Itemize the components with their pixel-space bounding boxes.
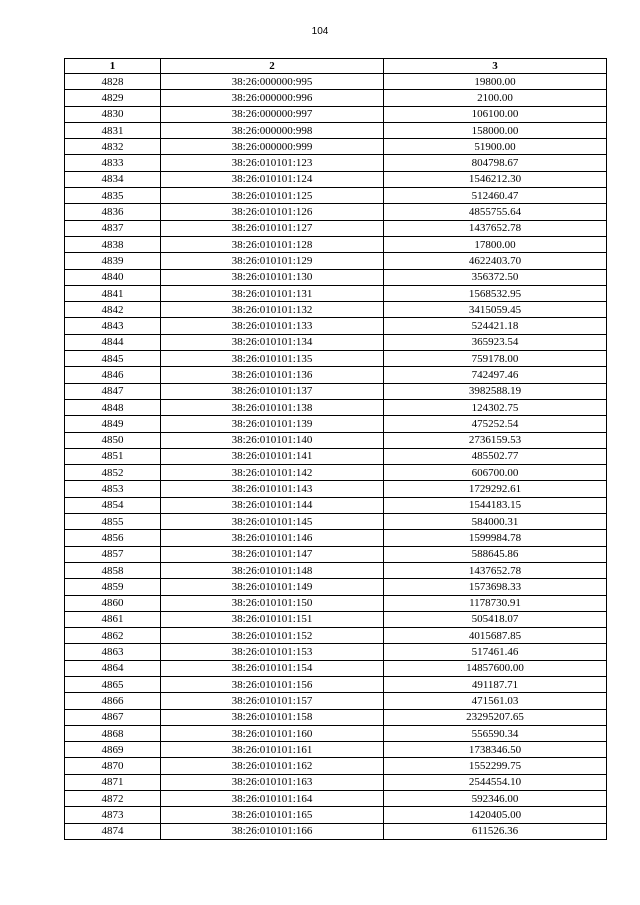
row-number-cell: 4869 bbox=[65, 742, 161, 758]
row-number-cell: 4829 bbox=[65, 90, 161, 106]
value-cell: 106100.00 bbox=[384, 106, 607, 122]
table-row bbox=[65, 416, 607, 432]
table-row bbox=[65, 122, 607, 138]
cadastral-number-cell: 38:26:010101:129 bbox=[161, 253, 384, 269]
column-header-number: 1 bbox=[65, 59, 161, 74]
value-cell: 124302.75 bbox=[384, 399, 607, 415]
row-number-cell: 4848 bbox=[65, 399, 161, 415]
table-row bbox=[65, 367, 607, 383]
cadastral-number-cell: 38:26:010101:141 bbox=[161, 448, 384, 464]
table-row bbox=[65, 204, 607, 220]
row-number-cell: 4844 bbox=[65, 334, 161, 350]
row-number-cell: 4871 bbox=[65, 774, 161, 790]
cadastral-number-cell: 38:26:010101:151 bbox=[161, 611, 384, 627]
value-cell: 2100.00 bbox=[384, 90, 607, 106]
value-cell: 1437652.78 bbox=[384, 562, 607, 578]
table-row bbox=[65, 693, 607, 709]
value-cell: 23295207.65 bbox=[384, 709, 607, 725]
cadastral-number-cell: 38:26:010101:142 bbox=[161, 465, 384, 481]
cadastral-number-cell: 38:26:010101:135 bbox=[161, 351, 384, 367]
table-row bbox=[65, 562, 607, 578]
value-cell: 3415059.45 bbox=[384, 302, 607, 318]
cadastral-number-cell: 38:26:010101:128 bbox=[161, 236, 384, 252]
row-number-cell: 4858 bbox=[65, 562, 161, 578]
value-cell: 517461.46 bbox=[384, 644, 607, 660]
cadastral-number-cell: 38:26:010101:160 bbox=[161, 725, 384, 741]
row-number-cell: 4845 bbox=[65, 351, 161, 367]
row-number-cell: 4859 bbox=[65, 579, 161, 595]
row-number-cell: 4852 bbox=[65, 465, 161, 481]
table-row bbox=[65, 399, 607, 415]
row-number-cell: 4836 bbox=[65, 204, 161, 220]
table-row bbox=[65, 220, 607, 236]
table-row bbox=[65, 660, 607, 676]
value-cell: 14857600.00 bbox=[384, 660, 607, 676]
table-row bbox=[65, 139, 607, 155]
table-row bbox=[65, 465, 607, 481]
cadastral-number-cell: 38:26:010101:145 bbox=[161, 514, 384, 530]
row-number-cell: 4855 bbox=[65, 514, 161, 530]
row-number-cell: 4846 bbox=[65, 367, 161, 383]
row-number-cell: 4832 bbox=[65, 139, 161, 155]
row-number-cell: 4847 bbox=[65, 383, 161, 399]
table-row bbox=[65, 514, 607, 530]
row-number-cell: 4867 bbox=[65, 709, 161, 725]
table-row bbox=[65, 74, 607, 90]
value-cell: 606700.00 bbox=[384, 465, 607, 481]
cadastral-number-cell: 38:26:010101:123 bbox=[161, 155, 384, 171]
row-number-cell: 4833 bbox=[65, 155, 161, 171]
value-cell: 1599984.78 bbox=[384, 530, 607, 546]
cadastral-number-cell: 38:26:010101:130 bbox=[161, 269, 384, 285]
value-cell: 512460.47 bbox=[384, 188, 607, 204]
table-row bbox=[65, 676, 607, 692]
value-cell: 1738346.50 bbox=[384, 742, 607, 758]
table-row bbox=[65, 791, 607, 807]
table-row bbox=[65, 725, 607, 741]
row-number-cell: 4862 bbox=[65, 628, 161, 644]
value-cell: 804798.67 bbox=[384, 155, 607, 171]
row-number-cell: 4834 bbox=[65, 171, 161, 187]
value-cell: 1544183.15 bbox=[384, 497, 607, 513]
value-cell: 365923.54 bbox=[384, 334, 607, 350]
cadastral-number-cell: 38:26:010101:152 bbox=[161, 628, 384, 644]
value-cell: 584000.31 bbox=[384, 514, 607, 530]
cadastral-number-cell: 38:26:010101:136 bbox=[161, 367, 384, 383]
value-cell: 19800.00 bbox=[384, 74, 607, 90]
row-number-cell: 4863 bbox=[65, 644, 161, 660]
value-cell: 3982588.19 bbox=[384, 383, 607, 399]
table-row bbox=[65, 709, 607, 725]
table-row bbox=[65, 269, 607, 285]
row-number-cell: 4853 bbox=[65, 481, 161, 497]
column-header-value: 3 bbox=[384, 59, 607, 74]
table-row bbox=[65, 742, 607, 758]
table-row bbox=[65, 432, 607, 448]
table-row bbox=[65, 595, 607, 611]
table-row bbox=[65, 351, 607, 367]
value-cell: 4855755.64 bbox=[384, 204, 607, 220]
value-cell: 742497.46 bbox=[384, 367, 607, 383]
value-cell: 524421.18 bbox=[384, 318, 607, 334]
cadastral-number-cell: 38:26:000000:996 bbox=[161, 90, 384, 106]
table-row bbox=[65, 644, 607, 660]
value-cell: 485502.77 bbox=[384, 448, 607, 464]
row-number-cell: 4872 bbox=[65, 791, 161, 807]
cadastral-number-cell: 38:26:010101:158 bbox=[161, 709, 384, 725]
row-number-cell: 4874 bbox=[65, 823, 161, 839]
table-row bbox=[65, 628, 607, 644]
cadastral-number-cell: 38:26:010101:138 bbox=[161, 399, 384, 415]
cadastral-number-cell: 38:26:010101:140 bbox=[161, 432, 384, 448]
value-cell: 1729292.61 bbox=[384, 481, 607, 497]
row-number-cell: 4843 bbox=[65, 318, 161, 334]
value-cell: 556590.34 bbox=[384, 725, 607, 741]
table-row bbox=[65, 497, 607, 513]
table-row bbox=[65, 106, 607, 122]
cadastral-number-cell: 38:26:010101:148 bbox=[161, 562, 384, 578]
table-row bbox=[65, 546, 607, 562]
value-cell: 1178730.91 bbox=[384, 595, 607, 611]
cadastral-number-cell: 38:26:010101:161 bbox=[161, 742, 384, 758]
row-number-cell: 4840 bbox=[65, 269, 161, 285]
row-number-cell: 4838 bbox=[65, 236, 161, 252]
table-row bbox=[65, 171, 607, 187]
row-number-cell: 4860 bbox=[65, 595, 161, 611]
table-row bbox=[65, 774, 607, 790]
table-row bbox=[65, 318, 607, 334]
row-number-cell: 4842 bbox=[65, 302, 161, 318]
cadastral-number-cell: 38:26:010101:127 bbox=[161, 220, 384, 236]
row-number-cell: 4873 bbox=[65, 807, 161, 823]
cadastral-number-cell: 38:26:010101:153 bbox=[161, 644, 384, 660]
table-body bbox=[65, 74, 607, 840]
table-row bbox=[65, 448, 607, 464]
cadastral-number-cell: 38:26:010101:137 bbox=[161, 383, 384, 399]
cadastral-number-cell: 38:26:010101:133 bbox=[161, 318, 384, 334]
value-cell: 4622403.70 bbox=[384, 253, 607, 269]
value-cell: 51900.00 bbox=[384, 139, 607, 155]
value-cell: 2736159.53 bbox=[384, 432, 607, 448]
value-cell: 475252.54 bbox=[384, 416, 607, 432]
cadastral-number-cell: 38:26:010101:165 bbox=[161, 807, 384, 823]
cadastral-number-cell: 38:26:010101:166 bbox=[161, 823, 384, 839]
row-number-cell: 4870 bbox=[65, 758, 161, 774]
cadastral-number-cell: 38:26:010101:146 bbox=[161, 530, 384, 546]
cadastral-number-cell: 38:26:010101:156 bbox=[161, 676, 384, 692]
row-number-cell: 4868 bbox=[65, 725, 161, 741]
row-number-cell: 4839 bbox=[65, 253, 161, 269]
row-number-cell: 4835 bbox=[65, 188, 161, 204]
cadastral-number-cell: 38:26:010101:139 bbox=[161, 416, 384, 432]
table-row bbox=[65, 236, 607, 252]
table-row bbox=[65, 90, 607, 106]
row-number-cell: 4864 bbox=[65, 660, 161, 676]
row-number-cell: 4841 bbox=[65, 285, 161, 301]
value-cell: 505418.07 bbox=[384, 611, 607, 627]
value-cell: 1552299.75 bbox=[384, 758, 607, 774]
row-number-cell: 4850 bbox=[65, 432, 161, 448]
row-number-cell: 4865 bbox=[65, 676, 161, 692]
data-table bbox=[64, 58, 607, 840]
value-cell: 491187.71 bbox=[384, 676, 607, 692]
value-cell: 1546212.30 bbox=[384, 171, 607, 187]
row-number-cell: 4849 bbox=[65, 416, 161, 432]
table-row bbox=[65, 253, 607, 269]
cadastral-number-cell: 38:26:000000:998 bbox=[161, 122, 384, 138]
row-number-cell: 4837 bbox=[65, 220, 161, 236]
value-cell: 2544554.10 bbox=[384, 774, 607, 790]
value-cell: 759178.00 bbox=[384, 351, 607, 367]
table-row bbox=[65, 579, 607, 595]
value-cell: 17800.00 bbox=[384, 236, 607, 252]
cadastral-number-cell: 38:26:010101:150 bbox=[161, 595, 384, 611]
row-number-cell: 4851 bbox=[65, 448, 161, 464]
table-row bbox=[65, 285, 607, 301]
cadastral-number-cell: 38:26:010101:144 bbox=[161, 497, 384, 513]
page-number: 104 bbox=[311, 26, 329, 37]
table-row bbox=[65, 530, 607, 546]
cadastral-number-cell: 38:26:000000:995 bbox=[161, 74, 384, 90]
table-row bbox=[65, 383, 607, 399]
table-row bbox=[65, 807, 607, 823]
cadastral-number-cell: 38:26:010101:157 bbox=[161, 693, 384, 709]
cadastral-number-cell: 38:26:000000:999 bbox=[161, 139, 384, 155]
value-cell: 4015687.85 bbox=[384, 628, 607, 644]
table-header-row bbox=[65, 59, 607, 74]
row-number-cell: 4830 bbox=[65, 106, 161, 122]
cadastral-number-cell: 38:26:010101:134 bbox=[161, 334, 384, 350]
cadastral-number-cell: 38:26:010101:147 bbox=[161, 546, 384, 562]
value-cell: 158000.00 bbox=[384, 122, 607, 138]
value-cell: 588645.86 bbox=[384, 546, 607, 562]
row-number-cell: 4854 bbox=[65, 497, 161, 513]
cadastral-number-cell: 38:26:010101:163 bbox=[161, 774, 384, 790]
row-number-cell: 4861 bbox=[65, 611, 161, 627]
cadastral-number-cell: 38:26:010101:143 bbox=[161, 481, 384, 497]
table-row bbox=[65, 758, 607, 774]
row-number-cell: 4828 bbox=[65, 74, 161, 90]
value-cell: 1573698.33 bbox=[384, 579, 607, 595]
cadastral-number-cell: 38:26:010101:162 bbox=[161, 758, 384, 774]
value-cell: 1437652.78 bbox=[384, 220, 607, 236]
cadastral-number-cell: 38:26:010101:124 bbox=[161, 171, 384, 187]
value-cell: 1568532.95 bbox=[384, 285, 607, 301]
cadastral-number-cell: 38:26:010101:149 bbox=[161, 579, 384, 595]
row-number-cell: 4866 bbox=[65, 693, 161, 709]
table-row bbox=[65, 334, 607, 350]
value-cell: 471561.03 bbox=[384, 693, 607, 709]
value-cell: 1420405.00 bbox=[384, 807, 607, 823]
column-header-cadastral: 2 bbox=[161, 59, 384, 74]
table-row bbox=[65, 611, 607, 627]
value-cell: 592346.00 bbox=[384, 791, 607, 807]
table-row bbox=[65, 823, 607, 839]
cadastral-number-cell: 38:26:000000:997 bbox=[161, 106, 384, 122]
value-cell: 611526.36 bbox=[384, 823, 607, 839]
row-number-cell: 4831 bbox=[65, 122, 161, 138]
cadastral-number-cell: 38:26:010101:154 bbox=[161, 660, 384, 676]
cadastral-number-cell: 38:26:010101:131 bbox=[161, 285, 384, 301]
value-cell: 356372.50 bbox=[384, 269, 607, 285]
table-row bbox=[65, 155, 607, 171]
cadastral-number-cell: 38:26:010101:126 bbox=[161, 204, 384, 220]
cadastral-number-cell: 38:26:010101:164 bbox=[161, 791, 384, 807]
table-row bbox=[65, 188, 607, 204]
cadastral-number-cell: 38:26:010101:125 bbox=[161, 188, 384, 204]
table-row bbox=[65, 481, 607, 497]
row-number-cell: 4856 bbox=[65, 530, 161, 546]
table-row bbox=[65, 302, 607, 318]
row-number-cell: 4857 bbox=[65, 546, 161, 562]
cadastral-number-cell: 38:26:010101:132 bbox=[161, 302, 384, 318]
